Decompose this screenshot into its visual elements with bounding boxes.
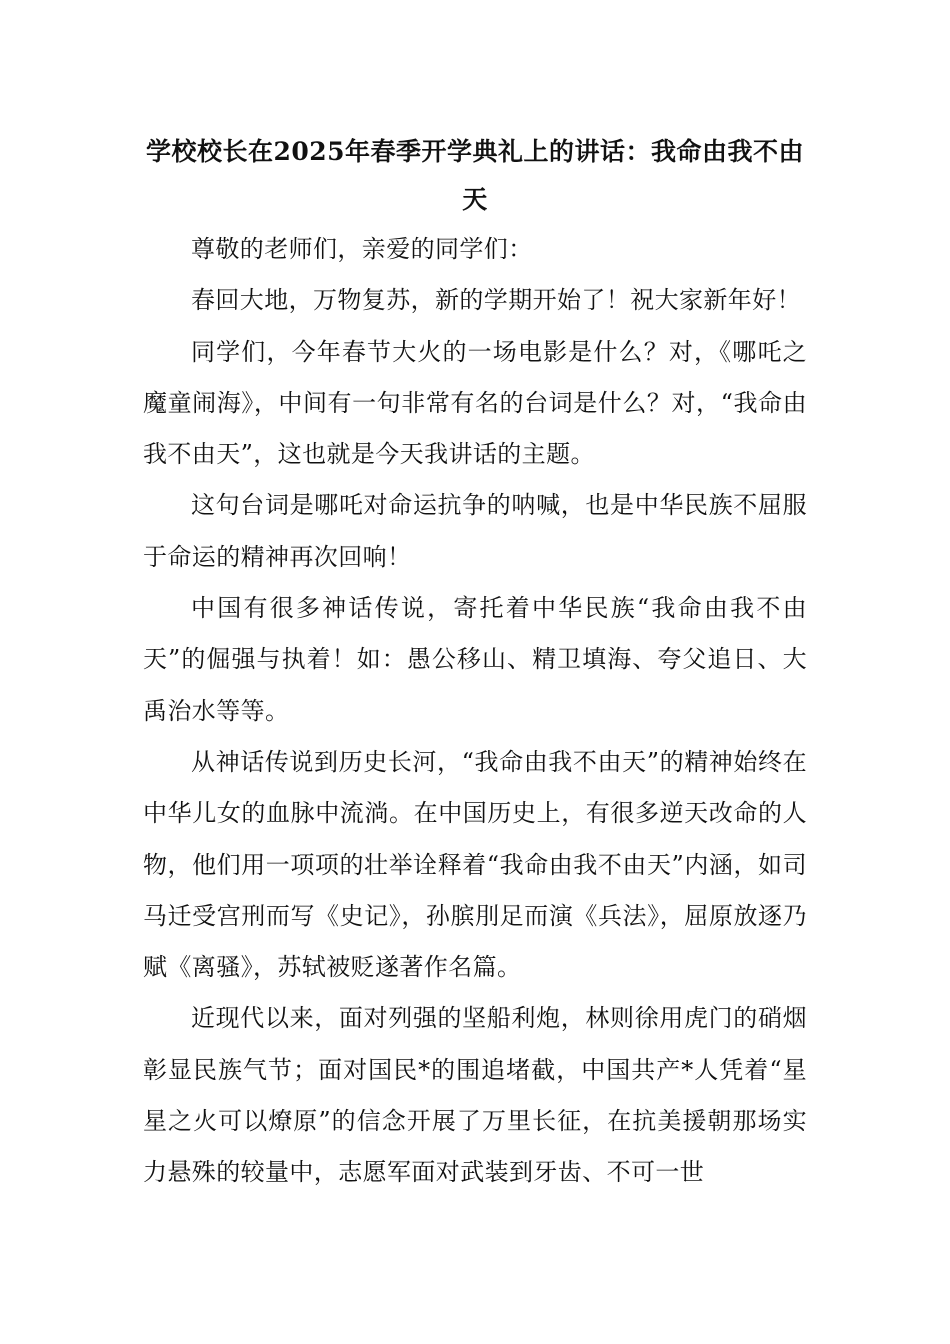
paragraph-modern: 近现代以来，面对列强的坚船利炮，林则徐用虎门的硝烟彰显民族气节；面对国民*的围追堵截，中国共产*人凭着“星星之火可以燎原”的信念开展了万里长征，在抗美援朝那场实力悬殊的较量中，志愿军面对武装到牙齿、不可一世 (143, 1004, 807, 1187)
paragraph-greeting: 尊敬的老师们，亲爱的同学们： (191, 235, 533, 263)
paragraph-history: 从神话传说到历史长河，“我命由我不由天”的精神始终在中华儿女的血脉中流淌。在中国历史上，有很多逆天改命的人物，他们用一项项的壮举诠释着“我命由我不由天”内涵，如司马迁受宫刑而写《史记》，孙膑刖足而演《兵法》，屈原放逐乃赋《离骚》，苏轼被贬遂著作名篇。 (143, 747, 807, 982)
document-title: 学校校长在2025年春季开学典礼上的讲话：我命由我不由天 (145, 137, 805, 214)
document-body (143, 128, 807, 1199)
paragraph-myths: 中国有很多神话传说，寄托着中华民族“我命由我不由天”的倔强与执着！如：愚公移山、精卫填海、夸父追日、大禹治水等等。 (143, 594, 807, 725)
paragraph-spring: 春回大地，万物复苏，新的学期开始了！祝大家新年好！ (191, 286, 801, 315)
paragraph-movie: 同学们，今年春节大火的一场电影是什么？对，《哪吒之魔童闹海》，中间有一句非常有名的台词是什么？对，“我命由我不由天”，这也就是今天我讲话的主题。 (143, 337, 807, 469)
paragraph-line-meaning: 这句台词是哪吒对命运抗争的呐喊，也是中华民族不屈服于命运的精神再次回响！ (143, 491, 807, 571)
